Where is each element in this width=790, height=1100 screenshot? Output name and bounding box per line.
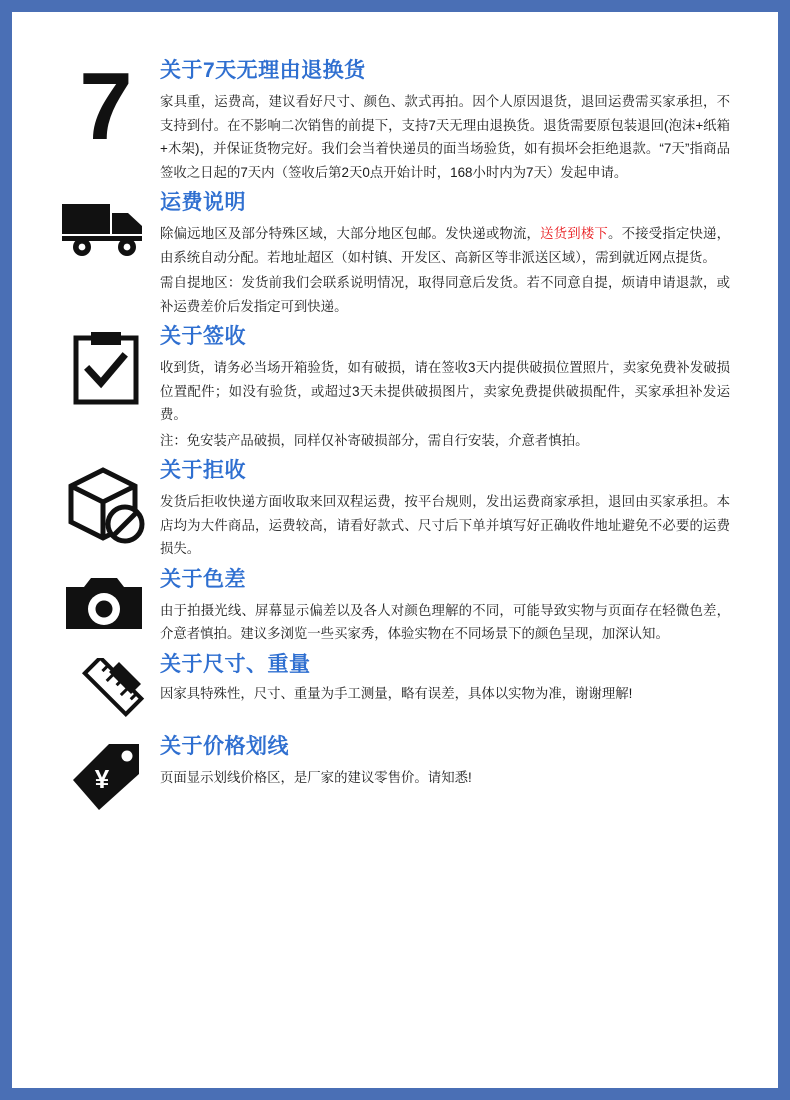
section-title: 关于色差 [160, 567, 246, 591]
icon-camera-wrap [52, 567, 160, 639]
section-paragraph: 发货后拒收快递方面收取来回双程运费，按平台规则，发出运费商家承担，退回由买家承担。本店均为大件商品，运费较高，请看好款式、尺寸后下单并填写好正确收件地址避免不必要的运费损失。 [160, 494, 730, 557]
section-body [160, 567, 738, 646]
icon-clipboard-wrap [52, 324, 160, 406]
section-title: 关于7天无理由退换货 [160, 59, 366, 82]
section-paragraph: 家具重，运费高，建议看好尺寸、颜色、款式再拍。因个人原因退货，退回运费需买家承担，不支持到付。在不影响二次销售的前提下，支持7天无理由退换货。退货需要原包装退回(泡沫+纸箱+木架)，并保证货物完好。我们会当着快递员的面当场验货，如有损坏会拒绝退款。“7天”指商品签收之日起的7天内（签收后第2天0点开始计时，168小时内为7天）发起申请。 [160, 94, 730, 180]
icon-price-tag-wrap [52, 734, 160, 812]
section-price-strikethrough [52, 734, 738, 812]
section-color-difference [52, 567, 738, 646]
section-body [160, 324, 738, 452]
number-seven-icon: 7 [79, 53, 133, 160]
highlight-delivery-to-door: 送货到楼下 [540, 226, 609, 242]
section-shipping-notes [52, 190, 738, 318]
page-border [12, 12, 778, 1088]
price-tag-yuan-icon [69, 740, 143, 812]
section-paragraph: 页面显示划线价格区，是厂家的建议零售价。请知悉! [160, 769, 472, 785]
section-paragraph [160, 222, 730, 269]
truck-icon [60, 196, 152, 258]
icon-number-seven-wrap [52, 53, 160, 160]
section-paragraph: 因家具特殊性，尺寸、重量为手工测量，略有误差，具体以实物为准，谢谢理解! [160, 685, 633, 701]
section-title: 关于拒收 [160, 459, 246, 482]
paragraph-part-1: 除偏远地区及部分特殊区域，大部分地区包邮。发快递或物流， [160, 226, 541, 242]
camera-icon [62, 573, 150, 639]
svg-text:¥: ¥ [94, 763, 110, 794]
paragraph-part-2: 。不接受指定快递，由系统自动分配。若地址超区（如村镇、开发区、高新区等非派送区域），需到就近网点提货。 [160, 226, 731, 265]
section-paragraph: 由于拍摄光线、屏幕显示偏差以及各人对颜色理解的不同，可能导致实物与页面存在轻微色差，介意者慎拍。建议多浏览一些买家秀，体验实物在不同场景下的颜色呈现，加深认知。 [160, 602, 730, 642]
section-body [160, 652, 738, 706]
section-title: 运费说明 [160, 191, 246, 214]
section-title: 关于价格划线 [160, 734, 289, 758]
clipboard-check-icon [73, 330, 139, 406]
section-body [160, 58, 738, 184]
box-rejected-icon [63, 464, 149, 546]
section-body [160, 734, 738, 790]
section-signing-for-goods [52, 324, 738, 452]
icon-truck-wrap [52, 190, 160, 258]
section-body [160, 458, 738, 561]
section-seven-day-return [52, 53, 738, 184]
section-body [160, 190, 738, 318]
section-rejection [52, 458, 738, 561]
page-content [30, 30, 760, 1070]
ruler-icon [67, 658, 145, 728]
icon-ruler-wrap [52, 652, 160, 728]
section-paragraph: 收到货，请务必当场开箱验货，如有破损，请在签收3天内提供破损位置照片，卖家免费补发破损位置配件；如没有验货，或超过3天未提供破损图片，卖家免费提供破损配件，买家承担补发运费。 [160, 360, 730, 423]
section-title: 关于签收 [160, 325, 246, 348]
icon-box-rejected-wrap [52, 458, 160, 546]
section-title: 关于尺寸、重量 [160, 652, 311, 676]
section-paragraph: 注：免安装产品破损，同样仅补寄破损部分，需自行安装，介意者慎拍。 [160, 432, 589, 448]
section-paragraph: 需自提地区：发货前我们会联系说明情况，取得同意后发货。若不同意自提，烦请申请退款，或补运费差价后发指定可到快递。 [160, 275, 730, 314]
section-size-weight [52, 652, 738, 728]
